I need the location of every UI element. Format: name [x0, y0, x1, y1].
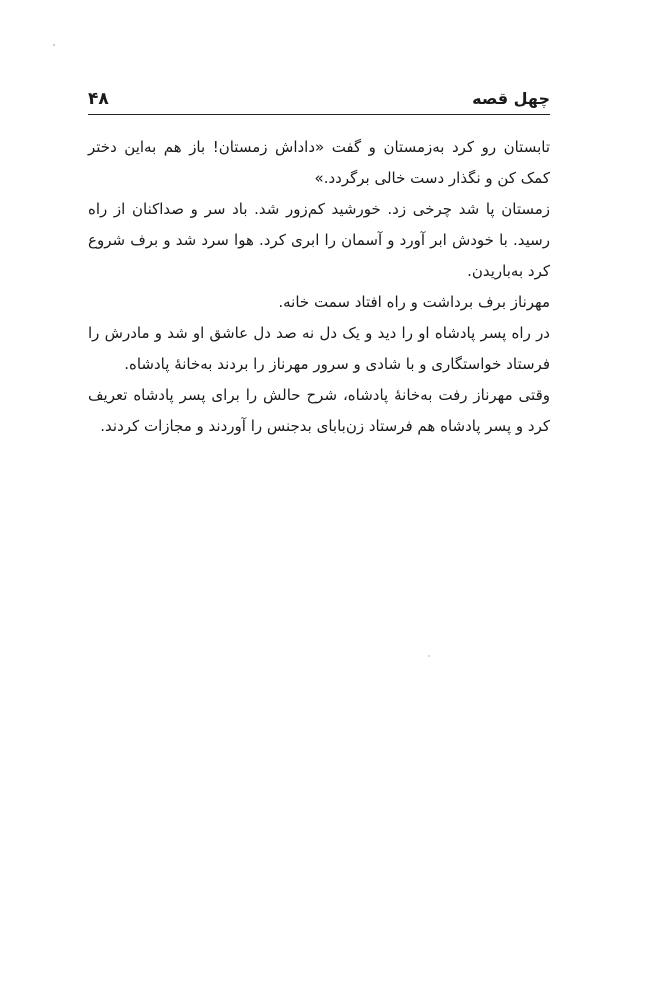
running-header: [88, 88, 550, 114]
story-text: [88, 132, 550, 442]
paragraph: زمستان پا شد چرخی زد. خورشید کم‌زور شد. باد سر و صداکنان از راه رسید. با خودش ابر آورد و آسمان را ابری کرد. هوا سرد شد و برف شروع کرد به‌باریدن.: [88, 200, 550, 280]
book-title: چهل قصه: [472, 89, 550, 108]
page-number: ۴۸: [88, 89, 109, 109]
paragraph: در راه پسر پادشاه او را دید و یک دل نه صد دل عاشق او شد و مادرش را فرستاد خواستگاری و با شادی و سرور مهرناز را بردند به‌خانهٔ پادشاه.: [88, 324, 550, 373]
header-rule: [88, 114, 550, 115]
paragraph: تابستان رو کرد به‌زمستان و گفت «داداش زمستان! باز هم به‌این دختر کمک کن و نگذار دست خالی برگردد.»: [88, 138, 550, 187]
paragraph: مهرناز برف برداشت و راه افتاد سمت خانه.: [278, 293, 550, 311]
scan-speck: [428, 655, 430, 657]
scan-speck: [53, 44, 55, 46]
paragraph: وقتی مهرناز رفت به‌خانهٔ پادشاه، شرح حالش را برای پسر پادشاه تعریف کرد و پسر پادشاه هم فرستاد زن‌بابای بدجنس را آوردند و مجازات کردند.: [88, 386, 550, 435]
